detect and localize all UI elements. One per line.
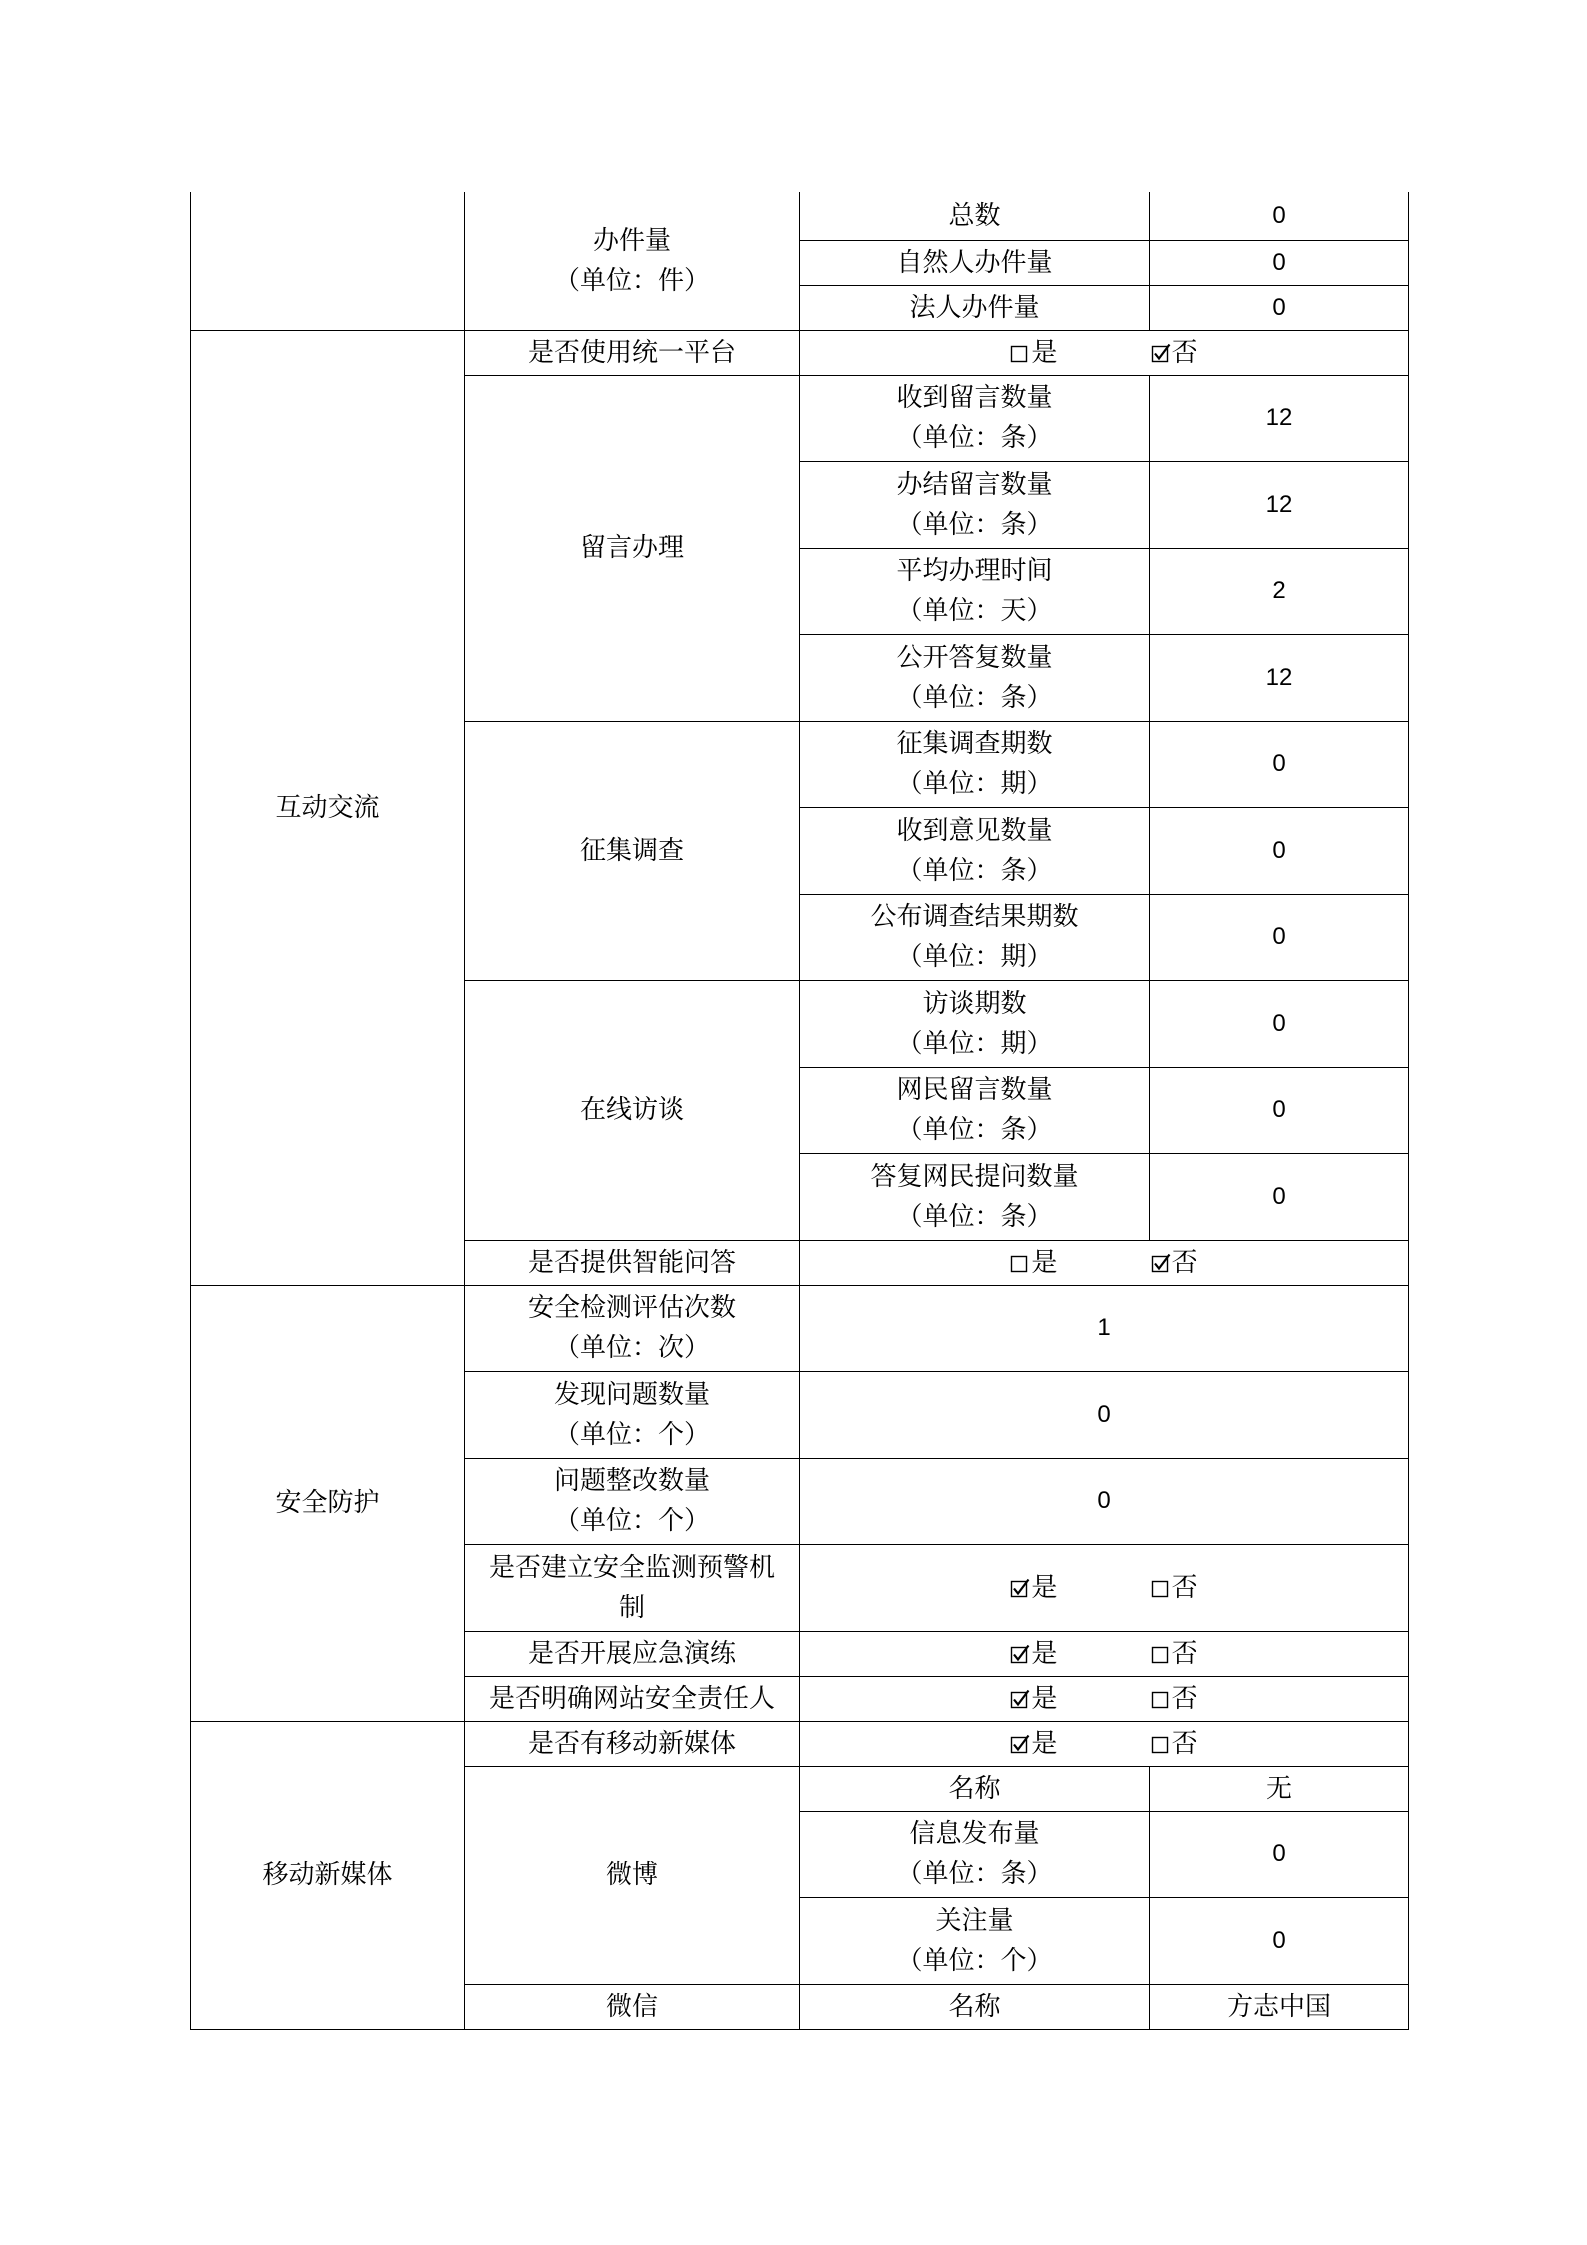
option-no <box>1151 333 1198 373</box>
metric-label <box>800 1811 1150 1898</box>
option-yes <box>1010 1724 1057 1764</box>
option-yes <box>1010 1679 1057 1719</box>
metric-value: 0 <box>800 1458 1409 1545</box>
metric-name: 信息发布量 <box>909 1819 1040 1850</box>
metric-name: 公布调查结果期数 <box>870 902 1079 933</box>
metric-label <box>800 808 1150 895</box>
option-label: 否 <box>1171 1684 1198 1714</box>
metric-unit: （单位：期） <box>896 1028 1053 1059</box>
security-check-options <box>800 1631 1409 1676</box>
checkbox-icon <box>1151 1644 1171 1664</box>
metric-unit: （单位：期） <box>896 769 1053 800</box>
metric-unit: （单位：次） <box>553 1333 710 1364</box>
metric-name: 网民留言数量 <box>896 1075 1053 1106</box>
messages-group-label: 留言办理 <box>465 375 800 721</box>
checkbox-icon <box>1151 1689 1171 1709</box>
metric-label <box>800 1067 1150 1154</box>
option-label: 否 <box>1171 1639 1198 1669</box>
checkbox-icon <box>1151 1578 1171 1598</box>
unified-platform-label: 是否使用统一平台 <box>465 330 800 375</box>
weibo-name-value: 无 <box>1150 1766 1409 1811</box>
security-check-label: 是否明确网站安全责任人 <box>465 1676 800 1721</box>
metric-value: 0 <box>1150 1154 1409 1241</box>
metric-unit: （单位：条） <box>896 1115 1053 1146</box>
security-check-options <box>800 1545 1409 1632</box>
metric-value: 0 <box>1150 894 1409 981</box>
metric-unit: （单位：条） <box>896 682 1053 713</box>
metric-value: 0 <box>800 1372 1409 1459</box>
checkbox-icon <box>1151 1734 1171 1754</box>
checkbox-icon <box>1151 1253 1171 1273</box>
metric-label <box>800 721 1150 808</box>
option-label: 是 <box>1031 1573 1058 1604</box>
metric-label <box>800 894 1150 981</box>
option-label: 否 <box>1171 1248 1198 1278</box>
website-report-table <box>190 192 1409 2030</box>
metric-name: 收到意见数量 <box>896 815 1053 846</box>
weibo-name-label: 名称 <box>800 1766 1150 1811</box>
unified-platform-options <box>800 330 1409 375</box>
metric-name: 收到留言数量 <box>896 383 1053 414</box>
option-label: 是 <box>1031 338 1058 368</box>
metric-label <box>465 1372 800 1459</box>
has-mobile-media-label: 是否有移动新媒体 <box>465 1721 800 1766</box>
option-no <box>1151 1243 1198 1283</box>
metric-value: 0 <box>1150 1898 1409 1985</box>
metric-label: 法人办件量 <box>800 285 1150 330</box>
interview-group-label: 在线访谈 <box>465 981 800 1241</box>
section-label-continued <box>191 192 465 330</box>
checkbox-icon <box>1010 1734 1030 1754</box>
option-no <box>1151 1724 1198 1764</box>
metric-unit: （单位：个） <box>553 1419 710 1450</box>
option-yes <box>1010 1243 1057 1283</box>
metric-value: 0 <box>1150 808 1409 895</box>
metric-unit: （单位：条） <box>896 423 1053 454</box>
metric-label <box>465 1285 800 1372</box>
metric-value: 0 <box>1150 1067 1409 1154</box>
metric-unit: （单位：条） <box>896 1201 1053 1232</box>
metric-value: 0 <box>1150 240 1409 285</box>
metric-name: 征集调查期数 <box>896 729 1053 760</box>
group-label: 办件量 <box>592 225 671 256</box>
option-label: 否 <box>1171 338 1198 368</box>
metric-value: 12 <box>1150 635 1409 722</box>
checkbox-icon <box>1151 343 1171 363</box>
has-mobile-media-options <box>800 1721 1409 1766</box>
option-no <box>1151 1568 1198 1608</box>
metric-label: 总数 <box>800 192 1150 240</box>
metric-unit: （单位：条） <box>896 1859 1053 1890</box>
checkbox-icon <box>1010 1689 1030 1709</box>
security-check-label: 是否建立安全监测预警机制 <box>465 1545 800 1632</box>
option-no <box>1151 1679 1198 1719</box>
metric-value: 2 <box>1150 548 1409 635</box>
wechat-name-label: 名称 <box>800 1984 1150 2029</box>
weibo-group-label: 微博 <box>465 1766 800 1984</box>
survey-group-label: 征集调查 <box>465 721 800 981</box>
checkbox-icon <box>1010 343 1030 363</box>
metric-value: 0 <box>1150 285 1409 330</box>
metric-label <box>800 548 1150 635</box>
checkbox-icon <box>1010 1644 1030 1664</box>
metric-value: 12 <box>1150 375 1409 462</box>
metric-name: 访谈期数 <box>922 988 1027 1019</box>
metric-name: 问题整改数量 <box>553 1466 710 1497</box>
wechat-group-label: 微信 <box>465 1984 800 2029</box>
option-yes <box>1010 333 1057 373</box>
metric-name: 办结留言数量 <box>896 469 1053 500</box>
metric-value: 0 <box>1150 721 1409 808</box>
metric-name: 发现问题数量 <box>553 1379 710 1410</box>
option-yes <box>1010 1568 1057 1608</box>
option-label: 是 <box>1031 1248 1058 1278</box>
metric-name: 关注量 <box>935 1905 1014 1936</box>
metric-label <box>465 1458 800 1545</box>
metric-name: 公开答复数量 <box>896 642 1053 673</box>
metric-value: 0 <box>1150 1811 1409 1898</box>
metric-name: 平均办理时间 <box>896 556 1053 587</box>
section-label-mobile-media: 移动新媒体 <box>191 1721 465 2029</box>
metric-label <box>800 1898 1150 1985</box>
handling-volume-group <box>465 192 800 330</box>
group-unit: （单位：件） <box>553 265 710 296</box>
metric-value: 1 <box>800 1285 1409 1372</box>
metric-label <box>800 462 1150 549</box>
metric-value: 12 <box>1150 462 1409 549</box>
metric-label <box>800 375 1150 462</box>
metric-unit: （单位：个） <box>553 1506 710 1537</box>
security-check-label: 是否开展应急演练 <box>465 1631 800 1676</box>
metric-value: 0 <box>1150 981 1409 1068</box>
metric-unit: （单位：条） <box>896 509 1053 540</box>
metric-label <box>800 981 1150 1068</box>
section-label-interaction: 互动交流 <box>191 330 465 1285</box>
option-label: 否 <box>1171 1573 1198 1604</box>
option-yes <box>1010 1634 1057 1674</box>
metric-name: 安全检测评估次数 <box>527 1293 736 1324</box>
option-label: 是 <box>1031 1684 1058 1714</box>
checkbox-icon <box>1010 1253 1030 1273</box>
metric-name: 答复网民提问数量 <box>870 1161 1079 1192</box>
metric-label <box>800 1154 1150 1241</box>
metric-unit: （单位：天） <box>896 596 1053 627</box>
metric-unit: （单位：期） <box>896 942 1053 973</box>
option-label: 否 <box>1171 1729 1198 1759</box>
wechat-name-value: 方志中国 <box>1150 1984 1409 2029</box>
smart-qa-options <box>800 1240 1409 1285</box>
option-label: 是 <box>1031 1729 1058 1759</box>
metric-unit: （单位：条） <box>896 855 1053 886</box>
checkbox-icon <box>1010 1578 1030 1598</box>
smart-qa-label: 是否提供智能问答 <box>465 1240 800 1285</box>
option-label: 是 <box>1031 1639 1058 1669</box>
metric-unit: （单位：个） <box>896 1945 1053 1976</box>
metric-label: 自然人办件量 <box>800 240 1150 285</box>
security-check-options <box>800 1676 1409 1721</box>
section-label-security: 安全防护 <box>191 1285 465 1721</box>
metric-value: 0 <box>1150 192 1409 240</box>
option-no <box>1151 1634 1198 1674</box>
metric-label <box>800 635 1150 722</box>
